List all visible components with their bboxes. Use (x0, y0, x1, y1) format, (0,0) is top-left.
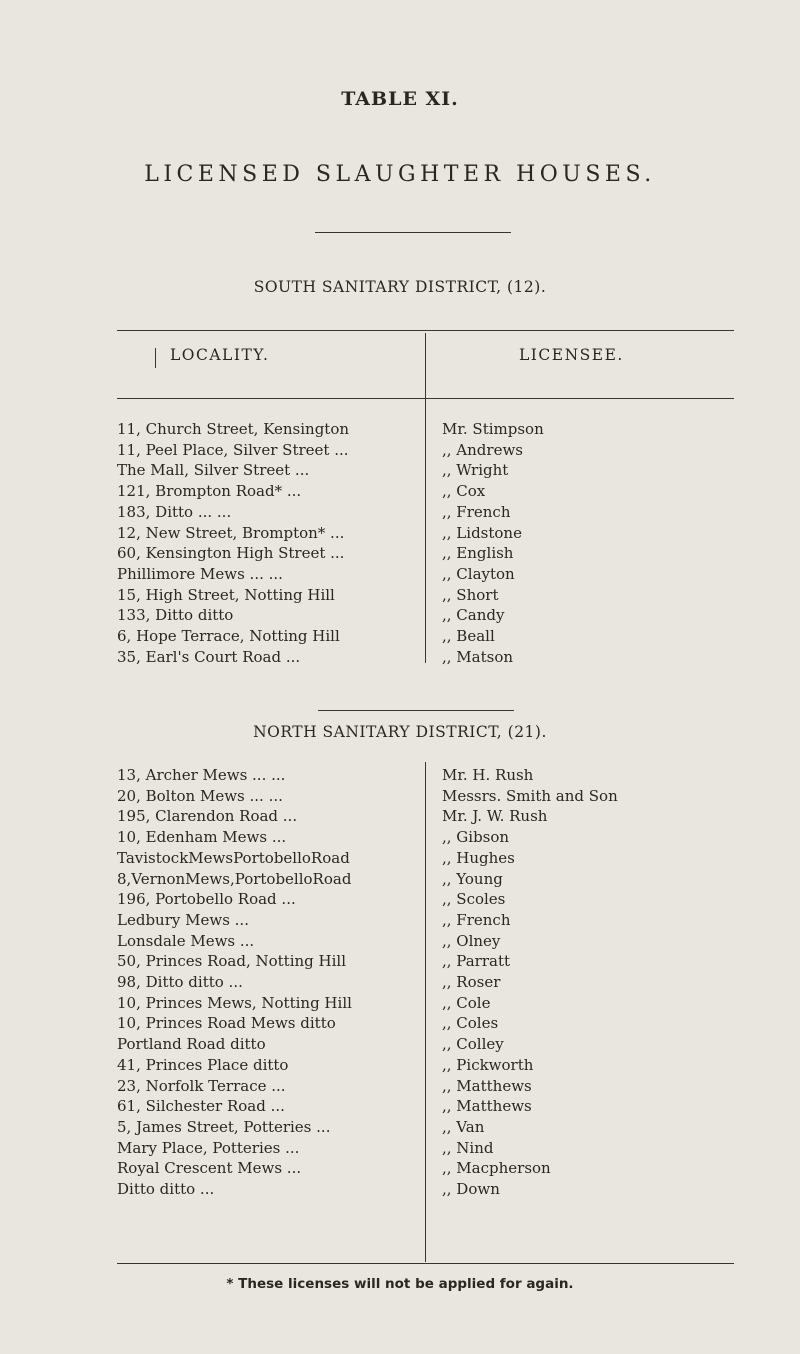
licensee-cell: ,, Matthews (442, 1076, 532, 1095)
locality-cell: 61, Silchester Road ... (117, 1097, 285, 1116)
locality-cell: 183, Ditto ... ... (117, 502, 232, 521)
locality-cell: 195, Clarendon Road ... (117, 807, 298, 826)
locality-cell: 60, Kensington High Street ... (117, 544, 345, 563)
licensee-cell: ,, Hughes (442, 848, 515, 867)
locality-cell: 12, New Street, Brompton* ... (117, 523, 345, 542)
north-district-heading: NORTH SANITARY DISTRICT, (21). (253, 723, 547, 741)
locality-cell: 11, Peel Place, Silver Street ... (117, 440, 349, 459)
licensee-cell: Mr. H. Rush (442, 766, 534, 784)
locality-cell: 98, Ditto ditto ... (117, 973, 243, 991)
licensee-cell: ,, English (442, 544, 514, 563)
locality-cell: 10, Edenham Mews ... (117, 828, 287, 847)
locality-cell: Mary Place, Potteries ... (117, 1138, 300, 1157)
licensee-cell: ,, Roser (442, 973, 501, 991)
licensee-cell: ,, Short (442, 585, 499, 604)
page-title: LICENSED SLAUGHTER HOUSES. (144, 162, 656, 187)
licensee-cell: ,, Nind (442, 1138, 494, 1157)
licensee-cell: ,, French (442, 502, 511, 521)
licensee-cell: ,, Candy (442, 606, 505, 625)
licensee-cell: ,, Wright (442, 461, 509, 480)
locality-cell: 50, Princes Road, Notting Hill (117, 952, 347, 971)
licensee-cell: Mr. Stimpson (442, 420, 544, 438)
locality-cell: Phillimore Mews ... ... (117, 564, 283, 583)
locality-cell: 121, Brompton Road* ... (117, 482, 302, 501)
locality-column-header: LOCALITY. (170, 346, 270, 364)
locality-cell: 10, Princes Road Mews ditto (117, 1014, 336, 1033)
locality-cell: 133, Ditto ditto (117, 606, 234, 625)
licensee-cell: ,, Olney (442, 931, 501, 950)
locality-cell: The Mall, Silver Street ... (117, 461, 310, 480)
licensee-cell: ,, Colley (442, 1035, 504, 1054)
locality-cell: 10, Princes Mews, Notting Hill (117, 993, 352, 1012)
licensee-cell: ,, Coles (442, 1014, 499, 1033)
locality-cell: 13, Archer Mews ... ... (117, 766, 286, 784)
locality-cell: Portland Road ditto (117, 1035, 266, 1054)
locality-cell: Royal Crescent Mews ... (117, 1159, 302, 1178)
table-number: TABLE XI. (341, 88, 459, 110)
licensee-cell: ,, Cox (442, 482, 486, 501)
locality-cell: 8,VernonMews,PortobelloRoad (117, 869, 352, 888)
licensee-cell: Messrs. Smith and Son (442, 786, 618, 805)
licensee-cell: ,, Lidstone (442, 523, 522, 542)
table-top-rule (117, 330, 734, 331)
licensee-cell: ,, French (442, 910, 511, 929)
locality-cell: 196, Portobello Road ... (117, 890, 296, 909)
locality-cell: 15, High Street, Notting Hill (117, 585, 335, 604)
south-district-heading: SOUTH SANITARY DISTRICT, (12). (253, 278, 547, 296)
licensee-cell: ,, Gibson (442, 828, 510, 847)
locality-cell: 6, Hope Terrace, Notting Hill (117, 627, 340, 645)
licensee-cell: ,, Young (442, 869, 503, 888)
locality-cell: Ditto ditto ... (117, 1180, 215, 1198)
title-divider (315, 232, 511, 233)
licensee-cell: ,, Macpherson (442, 1159, 551, 1178)
north-column-divider (425, 762, 426, 1262)
licensee-column-header: LICENSEE. (519, 346, 624, 364)
licensee-cell: ,, Clayton (442, 564, 515, 583)
south-column-divider (425, 333, 426, 663)
licensee-cell: ,, Down (442, 1180, 500, 1198)
north-heading-rule (318, 710, 514, 711)
header-tick-mark (155, 348, 156, 368)
licensee-cell: ,, Andrews (442, 440, 523, 459)
table-bottom-rule (117, 1263, 734, 1264)
locality-cell: TavistockMewsPortobelloRoad (117, 848, 350, 867)
licensee-cell: ,, Beall (442, 627, 495, 645)
footnote: * These licenses will not be applied for again. (226, 1276, 574, 1292)
locality-cell: 41, Princes Place ditto (117, 1055, 289, 1074)
locality-cell: 35, Earl's Court Road ... (117, 647, 301, 666)
licensee-cell: ,, Van (442, 1117, 485, 1136)
licensee-cell: ,, Matthews (442, 1097, 532, 1116)
locality-cell: Lonsdale Mews ... (117, 931, 255, 950)
locality-cell: 23, Norfolk Terrace ... (117, 1076, 286, 1095)
locality-cell: Ledbury Mews ... (117, 910, 249, 929)
licensee-cell: ,, Matson (442, 647, 514, 666)
licensee-cell: ,, Parratt (442, 952, 511, 971)
locality-cell: 11, Church Street, Kensington (117, 420, 350, 438)
locality-cell: 20, Bolton Mews ... ... (117, 786, 283, 805)
locality-cell: 5, James Street, Potteries ... (117, 1117, 331, 1136)
licensee-cell: ,, Cole (442, 993, 491, 1012)
licensee-cell: Mr. J. W. Rush (442, 807, 548, 826)
licensee-cell: ,, Scoles (442, 890, 506, 909)
licensee-cell: ,, Pickworth (442, 1055, 534, 1074)
